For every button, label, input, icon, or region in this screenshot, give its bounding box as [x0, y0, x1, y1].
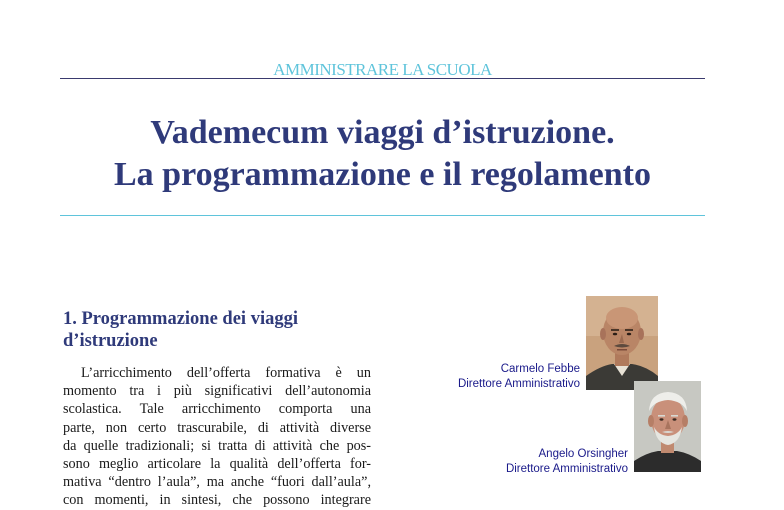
body-line: da quelle tradizionali; si tratta di attività che pos- — [63, 437, 371, 454]
author-byline-1 — [400, 362, 580, 392]
body-line: L’arricchimento dell’offerta formativa è un — [81, 365, 371, 381]
section-heading-line-1: 1. Programmazione dei viaggi — [63, 309, 298, 329]
author-name: Carmelo Febbe — [500, 363, 580, 375]
section-label: AMMINISTRARE LA SCUOLA — [273, 60, 492, 79]
article-title — [60, 112, 705, 196]
author-byline-2 — [440, 447, 628, 477]
author-role: Direttore Amministrativo — [505, 463, 628, 475]
article-title-line-2: La programmazione e il regolamento — [114, 156, 651, 193]
author-photo-2 — [634, 381, 701, 472]
author-role: Direttore Amministrativo — [457, 378, 580, 390]
body-line: scolastica. Tale arricchimento comporta una — [63, 401, 371, 418]
author-portrait-image — [634, 381, 701, 472]
section-heading — [63, 308, 363, 352]
author-portrait-image — [586, 296, 658, 390]
body-line: parte, non certo trascurabile, di attività diverse — [63, 419, 371, 436]
header-rule — [60, 78, 705, 79]
article-title-line-1: Vademecum viaggi d’istruzione. — [150, 114, 615, 151]
body-line: con momenti, in sintesi, che possono integrare — [63, 492, 371, 509]
body-line: mativa “dentro l’aula”, ma anche “fuori dall’aula”, — [63, 474, 371, 491]
body-line: sono meglio articolare la qualità dell’offerta for- — [63, 456, 371, 473]
author-name: Angelo Orsingher — [538, 448, 628, 460]
body-paragraph — [63, 364, 371, 510]
title-rule — [60, 215, 705, 216]
author-photo-1 — [586, 296, 658, 390]
section-heading-line-2: d’istruzione — [63, 331, 158, 351]
body-line: momento tra i più significativi dell’autonomia — [63, 383, 371, 400]
